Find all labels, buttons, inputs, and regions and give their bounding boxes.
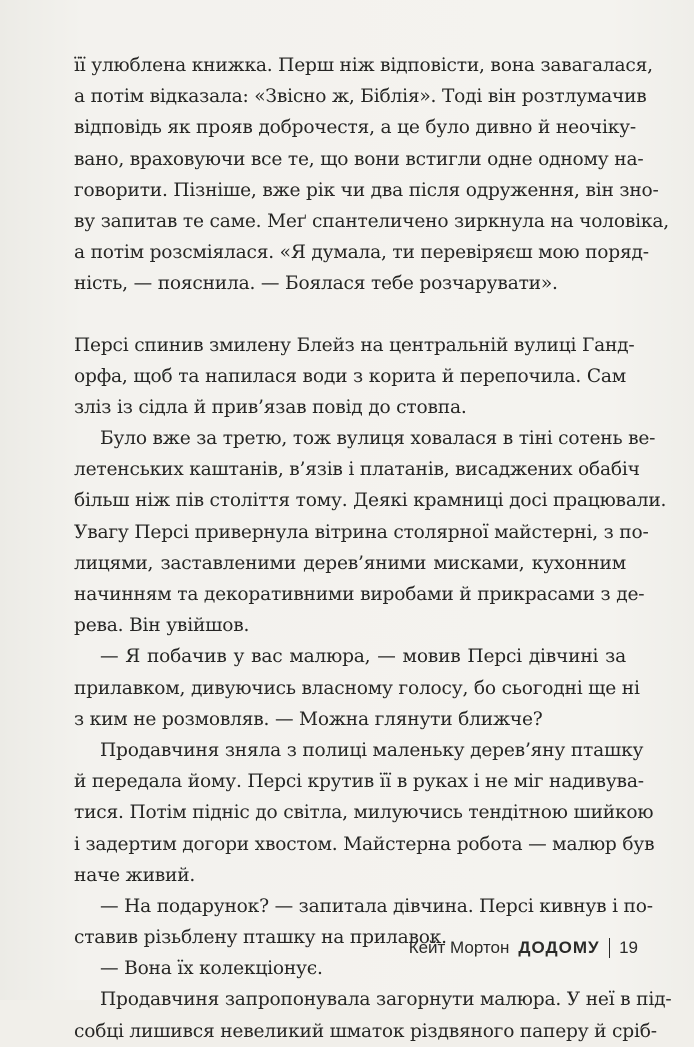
running-footer [409,938,638,958]
text-line: ву запитав те саме. Меґ спантеличено зиркнула на чоловіка, [74,210,669,232]
text-line: — На подарунок? — запитала дівчина. Персі кивнув і по- [100,895,653,917]
paragraph-1 [74,50,669,300]
paragraph-3 [74,423,667,641]
text-line: наче живий. [74,864,196,886]
section-break [74,300,626,330]
text-line: прилавком, дивуючись власному голосу, бо сьогодні ще ні [74,677,640,699]
text-line: зліз із сідла й прив’язав повід до стовпа. [74,396,467,418]
text-line: а потім відказала: «Звісно ж, Біблія». Тоді він розтлумачив [74,86,647,108]
text-line: ставив різьблену пташку на прилавок. [74,927,447,949]
text-line: — Вона їх колекціонує. [100,958,323,980]
text-line: Продавчиня зняла з полиці маленьку дерев’яну пташку [100,739,644,761]
text-line: з ким не розмовляв. — Можна глянути ближче? [74,708,543,730]
text-line: Було вже за третю, тож вулиця ховалася в тіні сотень ве- [100,428,656,450]
footer-book-title: ДОДОМУ [518,938,600,957]
paragraph-8 [74,984,672,1046]
text-line: — Я побачив у вас малюра, — мовив Персі дівчині за [100,646,626,668]
text-line: лицями, заставленими дерев’яними мисками, кухонним [74,552,626,574]
paragraph-2 [74,330,635,424]
text-line: рева. Він увійшов. [74,615,250,637]
text-line: більш ніж пів століття тому. Деякі крамниці досі працювали. [74,490,667,512]
text-line: летенських каштанів, в’язів і платанів, висаджених обабіч [74,459,640,481]
paragraph-4 [74,641,640,735]
text-line: відповідь як прояв доброчестя, а це було дивно й неочіку- [74,117,636,139]
text-line: Персі спинив змилену Блейз на центральній вулиці Ганд- [74,334,635,356]
footer-author: Кейт Мортон [408,938,510,957]
text-line: і задертим догори хвостом. Майстерна робота — малюр був [74,833,655,855]
text-line: начинням та декоративними виробами й прикрасами з де- [74,584,645,605]
text-line: вано, враховуючи все те, що вони встигли одне одному на- [74,148,644,170]
text-line: Увагу Персі привернула вітрина столярної майстерні, з по- [74,521,649,543]
text-line: Продавчиня запропонувала загорнути малюра. У неї в під- [100,989,672,1011]
text-line: собці лишився невеликий шматок різдвяного паперу й сріб- [74,1020,657,1042]
text-line: ність, — пояснила. — Боялася тебе розчарувати». [74,273,558,295]
text-line: її улюблена книжка. Перш ніж відповісти, вона завагалася, [74,55,653,76]
text-line: а потім розсміялася. «Я думала, ти перевіряєш мою поряд- [74,242,649,264]
page-number: 19 [619,938,638,957]
text-line: тися. Потім підніс до світла, милуючись тендітною шийкою [74,802,654,824]
text-line: орфа, щоб та напилася води з корита й перепочила. Сам [74,365,626,387]
text-line: й передала йому. Персі крутив її в руках і не міг надивува- [74,771,644,793]
footer-separator [609,938,611,958]
paragraph-5 [74,735,655,891]
text-line: говорити. Пізніше, вже рік чи два після одруження, він зно- [74,179,659,201]
